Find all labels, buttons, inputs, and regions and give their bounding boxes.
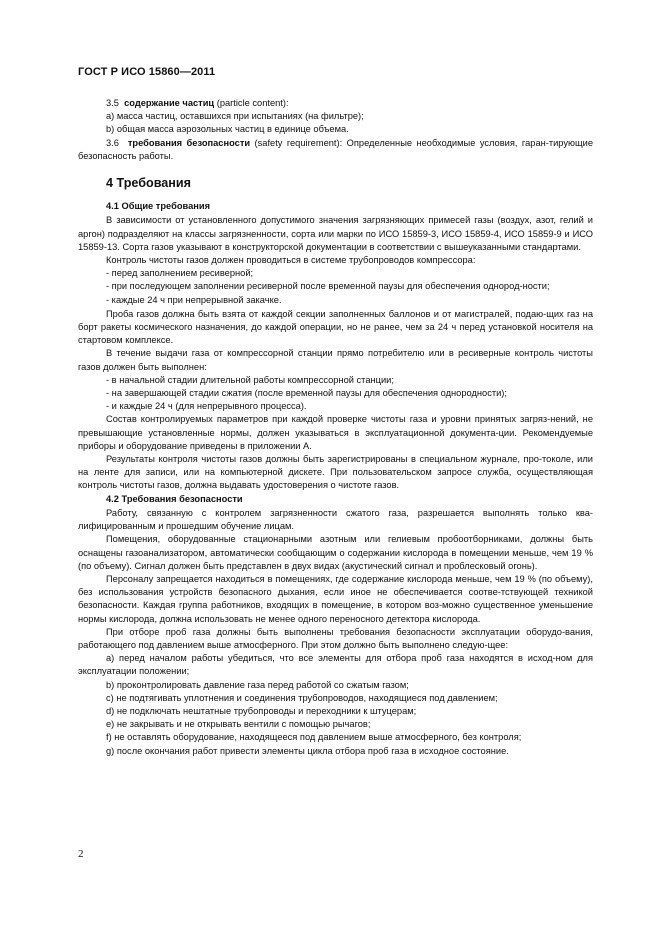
definition-3-5 (78, 97, 593, 110)
definition-term: требования безопасности (127, 137, 251, 148)
paragraph: Результаты контроля чистоты газов должны быть зарегистрированы в специальном журнале, про-токоле, или на ленте для записи, или на компьютерной дискете. При пользовательском запросе служба, осуществляющая контроль чистоты газов, должна выдавать удостоверения о чистоте газов. (78, 454, 593, 491)
list-item: f) не оставлять оборудование, находящееся под давлением выше атмосферного, без контроля; (106, 732, 522, 743)
definition-3-6 (78, 137, 593, 163)
list-item: - на завершающей стадии сжатия (после временной паузы для обеспечения однородности); (106, 388, 507, 399)
list-item: d) не подключать нештатные трубопроводы и переходники к штуцерам; (106, 705, 417, 716)
paragraph: Контроль чистоты газов должен проводиться в системе трубопроводов компрессора: (106, 255, 476, 266)
definition-text: (safety requirement): Определенные необходимые условия, гаран-тирующие безопасность работы. (78, 137, 593, 161)
list-item: - при последующем заполнении ресиверной после временной паузы для обеспечения однород-ности; (106, 281, 550, 292)
list-item: е) не закрывать и не открывать вентили с помощью рычагов; (106, 719, 371, 730)
list-item: - и каждые 24 ч (для непрерывного процесса). (106, 401, 307, 412)
paragraph: Проба газов должна быть взята от каждой секции заполненных баллонов и от магистралей, подаю-щих газ на борт ракеты космического назначения, до каждой операции, но не ранее, чем за 24 ч перед установкой носителя на стартовом комплексе. (78, 308, 593, 346)
page-body (78, 97, 593, 758)
list-item: - в начальной стадии длительной работы компрессорной станции; (106, 374, 394, 385)
list-item: - каждые 24 ч при непрерывной закачке. (106, 294, 282, 305)
paragraph: Помещения, оборудованные стационарными азотным или гелиевым пробоотборниками, должны быть оснащены газоанализатором, автоматически сообщающим о содержании кислорода в помещении меньше, чем 19 % (по объему). Сигнал должен быть представлен в двух видах (акустический сигнал и проблесковый огонь). (78, 534, 593, 571)
definition-number: 3.6 (106, 137, 119, 148)
list-item: с) не подтягивать уплотнения и соединения трубопроводов, находящиеся под давлением; (106, 692, 498, 703)
paragraph: Работу, связанную с контролем загрязненности сжатого газа, разрешается выполнять только ква-лифицированным и прошедшим обучение лицам. (78, 507, 593, 532)
list-item: b) общая масса аэрозольных частиц в единице объема. (106, 124, 349, 135)
paragraph: Персоналу запрещается находиться в помещениях, где содержание кислорода меньше, чем 19 % (по объему), без использования устройств безопасного дыхания, если иное не обеспечивается соотве-тствующей техникой безопасности. Каждая группа работников, входящих в помещение, в котором воз-можно существенное уменьшение нормы кислорода, должна использовать не менее одного переносного детектора кислорода. (78, 573, 593, 624)
definition-english: (particle content): (214, 98, 289, 108)
paragraph: В течение выдачи газа от компрессорной станции прямо потребителю или в ресиверные контроль чистоты газов должен быть выполнен: (78, 348, 593, 372)
section-4-2-heading: 4.2 Требования безопасности (106, 493, 243, 504)
definition-number: 3.5 (106, 98, 119, 108)
list-item: g) после окончания работ привести элементы цикла отбора проб газа в исходное состояние. (106, 745, 509, 756)
paragraph: Состав контролируемых параметров при каждой проверке чистоты газа и уровни принятых загряз-нений, не превышающие установленные нормы, должен указываться в эксплуатационной документа-ции. Рекомендуемые приборы и оборудование приведены в приложении А. (78, 414, 593, 451)
list-item: - перед заполнением ресиверной; (106, 268, 254, 279)
section-4-1-heading: 4.1 Общие требования (106, 201, 211, 212)
list-item: b) проконтролировать давление газа перед работой со сжатым газом; (106, 679, 409, 690)
list-item: а) перед началом работы убедиться, что все элементы для отбора проб газа находятся в исход-ном для эксплуатации положении; (78, 653, 593, 677)
paragraph: При отборе проб газа должны быть выполнены требования безопасности эксплуатации оборудо-вания, работающего под давлением выше атмосферного. При этом должно быть выполнено следую-щее: (78, 626, 593, 650)
paragraph: В зависимости от установленного допустимого значения загрязняющих примесей газы (воздух, азот, гелий и аргон) подразделяют на классы загрязненности, сорта или марки по ИСО 15859-3, ИСО 15859-4, ИСО 15859-9 и ИСО 15859-13. Сорта газов указывают в конструкторской документации в соответствии с вышеуказанными стандартами. (78, 215, 593, 252)
definition-term: содержание частиц (124, 98, 215, 108)
list-item: а) масса частиц, оставшихся при испытаниях (на фильтре); (106, 111, 364, 122)
document-header: ГОСТ Р ИСО 15860—2011 (78, 66, 216, 78)
page-number: 2 (78, 848, 84, 860)
section-4-heading: 4 Требования (106, 176, 191, 191)
